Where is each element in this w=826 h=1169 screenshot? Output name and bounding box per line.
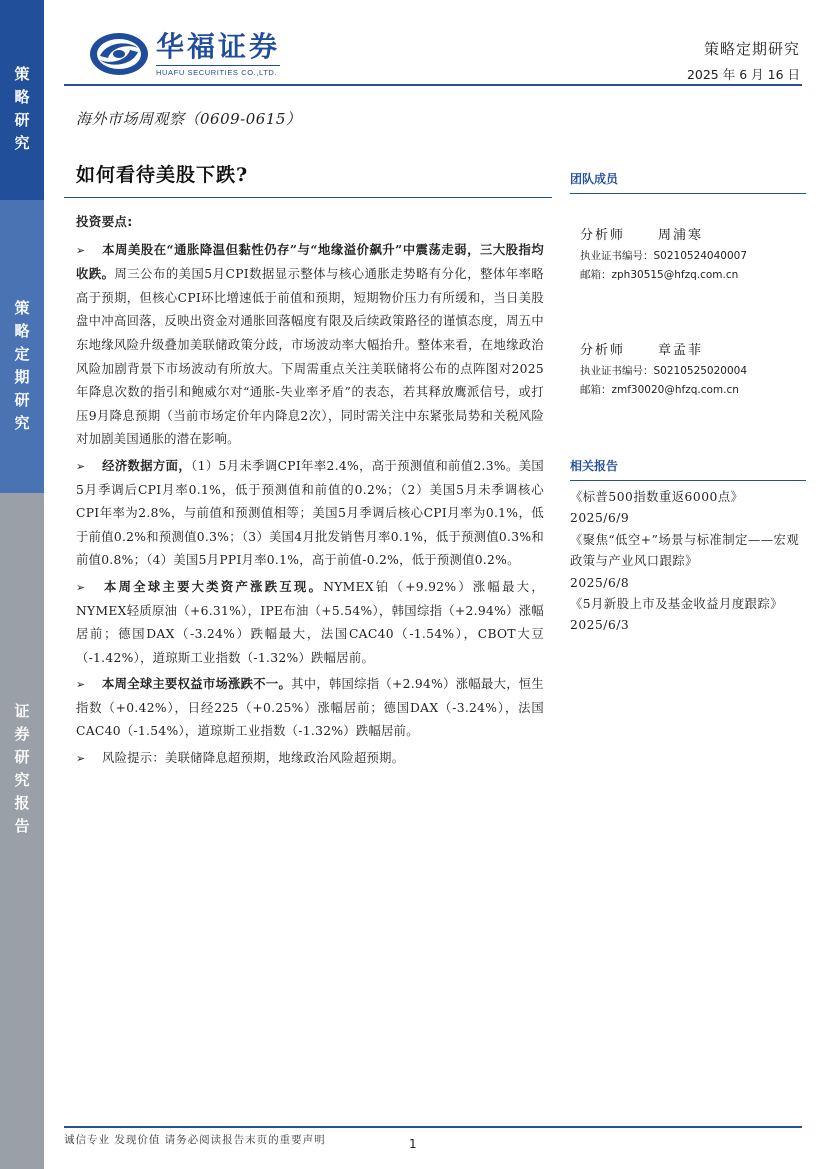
analyst-license: 执业证书编号：S0210524040007 — [580, 250, 748, 262]
team-heading: 团队成员 — [570, 170, 806, 194]
arrow-bullet-icon: ➢ — [76, 678, 86, 692]
header-meta — [687, 38, 800, 83]
analyst-license: 执业证书编号：S0210525020004 — [580, 365, 748, 377]
highlight-paragraph — [76, 672, 544, 744]
risk-warning-text: 风险提示：美联储降息超预期，地缘政治风险超预期。 — [102, 751, 405, 766]
footer-divider — [64, 1126, 802, 1128]
analyst-role: 分析师 — [580, 228, 626, 243]
highlights-heading: 投资要点: — [76, 214, 133, 229]
side-label-top: 策略研究 — [12, 66, 31, 158]
report-date: 2025 年 6 月 16 日 — [686, 67, 800, 82]
analyst-card — [580, 339, 806, 400]
analyst-name: 章孟菲 — [658, 343, 704, 358]
analyst-email[interactable]: 邮箱：zph30515@hfzq.com.cn — [580, 269, 739, 281]
highlight-paragraph — [76, 575, 544, 670]
related-report-date: 2025/6/9 — [570, 511, 630, 526]
investment-highlights — [76, 210, 544, 773]
series-title: 海外市场周观察（0609-0615） — [76, 110, 302, 128]
footer-disclaimer: 诚信专业 发现价值 请务必阅读报告末页的重要声明 — [64, 1134, 326, 1146]
highlight-paragraph — [76, 238, 544, 452]
related-reports-panel — [570, 457, 806, 637]
related-report-title[interactable]: 《标普500指数重返6000点》 — [570, 490, 744, 504]
header-divider — [64, 84, 802, 86]
side-label-bottom: 证券研究报告 — [12, 703, 31, 841]
analyst-name: 周浦寒 — [658, 228, 704, 243]
arrow-bullet-icon: ➢ — [76, 752, 86, 766]
highlight-paragraph — [76, 454, 544, 573]
side-label-middle: 策略定期研究 — [12, 300, 31, 438]
side-segment-top — [0, 0, 44, 200]
arrow-bullet-icon: ➢ — [76, 243, 86, 257]
highlight-lead: 本周全球主要大类资产涨跌互现。 — [102, 578, 324, 594]
highlight-lead: 经济数据方面， — [102, 457, 192, 473]
logo-chinese-name: 华福证券 — [156, 30, 281, 63]
report-title: 如何看待美股下跌? — [76, 164, 249, 186]
arrow-bullet-icon: ➢ — [76, 459, 86, 473]
analyst-email[interactable]: 邮箱：zmf30020@hfzq.com.cn — [580, 384, 739, 396]
side-segment-bottom — [0, 493, 44, 1169]
highlight-lead: 本周全球主要权益市场涨跌不一。 — [102, 676, 292, 692]
related-reports-heading: 相关报告 — [570, 457, 806, 481]
page-number: 1 — [409, 1137, 417, 1151]
logo-swirl-icon — [88, 30, 150, 78]
highlight-body: 周三公布的美国5月CPI数据显示整体与核心通胀走势略有分化，整体年率略高于预期，但核心CPI环比增速低于前值和预期，短期物价压力有所缓和，当日美股盘中冲高回落，反映出资金对通胀回落幅度有限及后续政策路径的谨慎态度，周五中东地缘风险升级叠加美联储政策分歧，市场波动率大幅抬升。整体来看，在地缘政治风险加剧背景下市场波动有所放大。下周需重点关注美联储将公布的点阵图对2025年降息次数的指引和鲍威尔对“通胀-失业率矛盾”的表态，若其释放鹰派信号，或打压9月降息预期（当前市场定价年内降息2次），同时需关注中东紧张局势和关税风险对加剧美国通胀的潜在影响。 — [76, 267, 544, 447]
analyst-card — [580, 224, 806, 285]
related-report-title[interactable]: 《聚焦“低空+”场景与标准制定——宏观政策与产业风口跟踪》 — [570, 532, 800, 569]
related-report-date: 2025/6/3 — [570, 618, 630, 633]
report-type: 策略定期研究 — [703, 40, 800, 58]
related-report-date: 2025/6/8 — [570, 575, 630, 590]
company-logo — [88, 30, 280, 78]
highlight-lead: 本周美股在“通胀降温但黏性仍存”与“地缘溢价飙升”中震荡走弱，三大股指均收跌。 — [76, 241, 544, 282]
arrow-bullet-icon: ➢ — [76, 580, 86, 594]
related-report-title[interactable]: 《5月新股上市及基金收益月度跟踪》 — [570, 597, 784, 612]
title-divider — [64, 197, 552, 198]
risk-warning — [76, 746, 544, 771]
side-bar — [0, 0, 44, 1169]
side-segment-middle — [0, 200, 44, 493]
highlight-body: NYMEX铂（+9.92%）涨幅最大，NYMEX轻质原油（+6.31%），IPE布油（+5.54%），韩国综指（+2.94%）涨幅居前；德国DAX（-3.24%）跌幅最大，法国CAC40（-1.54%），CBOT大豆（-1.42%），道琼斯工业指数（-1.32%）跌幅居前。 — [76, 579, 544, 665]
highlight-body: 其中，韩国综指（+2.94%）涨幅最大，恒生指数（+0.42%），日经225（+0.25%）涨幅居前；德国DAX（-3.24%），法国CAC40（-1.54%），道琼斯工业指数（-1.32%）跌幅居前。 — [76, 677, 544, 739]
analyst-role: 分析师 — [580, 343, 626, 358]
logo-english-name: HUAFU SECURITIES CO.,LTD. — [156, 65, 280, 77]
highlight-body: （1）5月未季调CPI年率2.4%，高于预测值和前值2.3%。美国5月季调后CPI月率0.1%，低于预测值和前值的0.2%；（2）美国5月未季调核心CPI年率为2.8%，与前值和预测值相等；美国5月季调后核心CPI月率为0.1%，低于前值0.2%和预测值0.3%；（3）美国4月批发销售月率0.1%，低于预测值0.3%和前值0.8%；（4）美国5月PPI月率0.1%，高于前值-0.2%，低于预测值0.2%。 — [76, 458, 544, 568]
team-panel — [570, 170, 806, 454]
